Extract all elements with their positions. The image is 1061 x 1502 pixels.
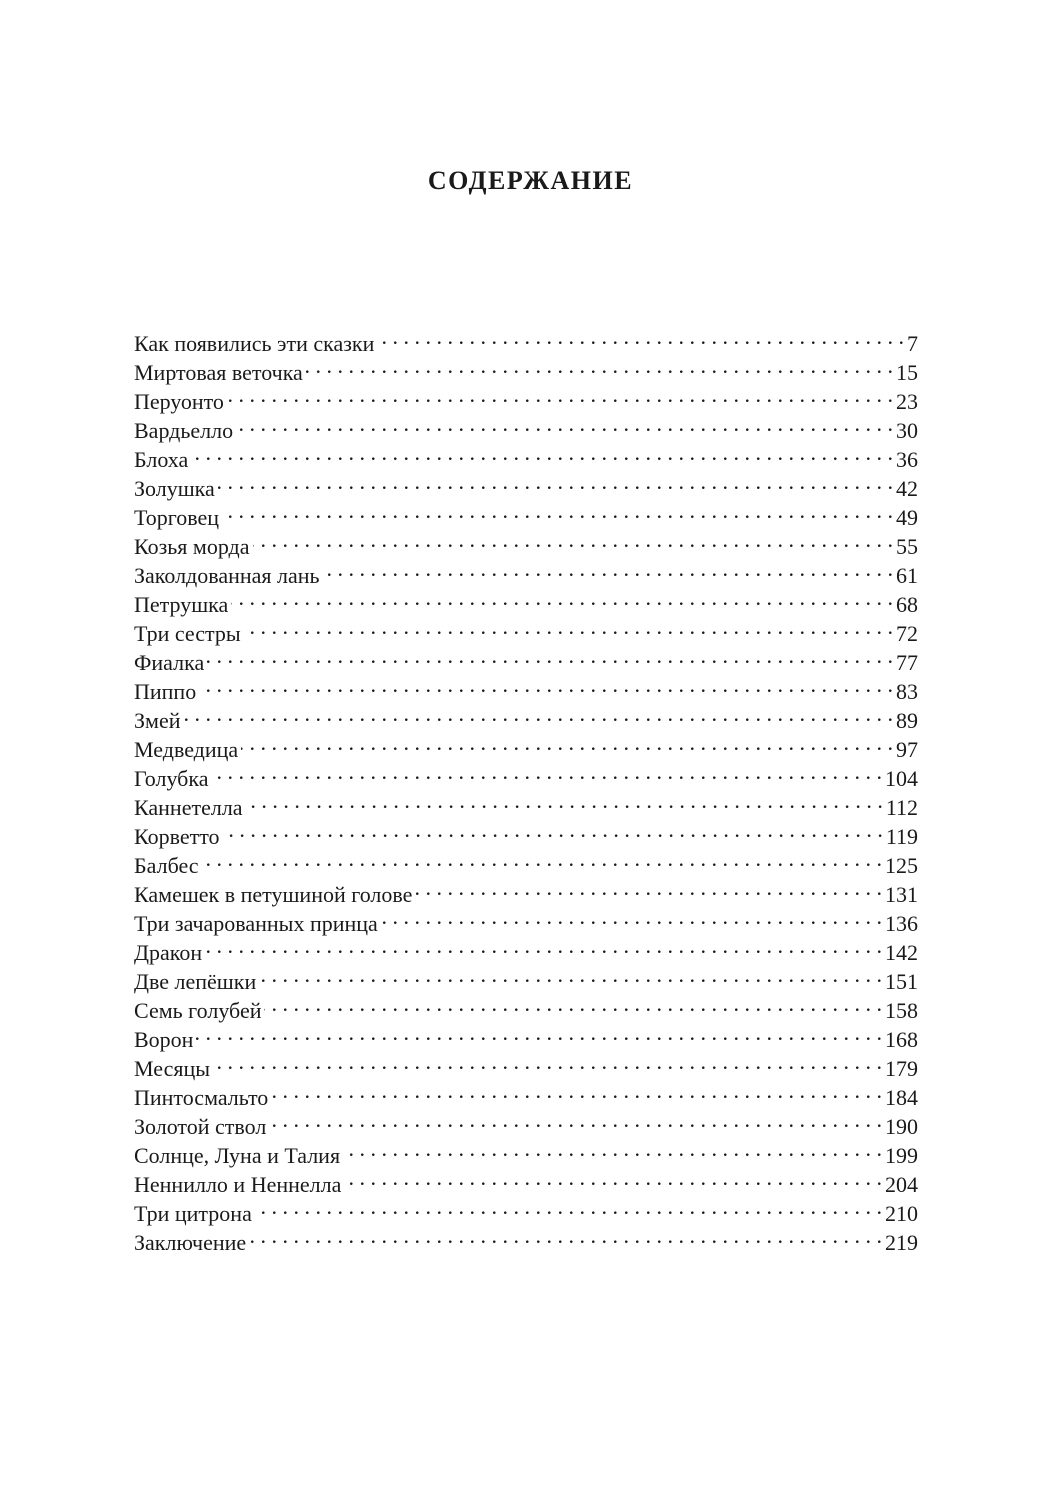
- dot-leader: [244, 612, 893, 641]
- dot-leader: [223, 815, 883, 844]
- toc-entry: [134, 786, 918, 820]
- dot-leader: [202, 844, 882, 873]
- dot-leader: [377, 322, 904, 351]
- dot-leader: [269, 1105, 882, 1134]
- toc-entry-page-number: 97: [896, 737, 918, 762]
- dot-leader: [306, 351, 893, 380]
- toc-entry: [134, 525, 918, 559]
- toc-entry-page-number: 83: [896, 679, 918, 704]
- toc-entry-title: Медведица: [134, 737, 239, 762]
- dot-leader: [183, 699, 893, 728]
- toc-entry: [134, 641, 918, 675]
- toc-entry-title: Дракон: [134, 940, 203, 965]
- dot-leader: [212, 757, 883, 786]
- dot-leader: [259, 960, 882, 989]
- dot-leader: [205, 931, 882, 960]
- toc-entry-title: Блоха: [134, 447, 189, 472]
- dot-leader: [271, 1076, 882, 1105]
- toc-entry-page-number: 168: [885, 1027, 918, 1052]
- toc-entry-page-number: 184: [885, 1085, 918, 1110]
- toc-entry: [134, 728, 918, 762]
- toc-entry: [134, 873, 918, 907]
- toc-entry-page-number: 30: [896, 418, 918, 443]
- dot-leader: [196, 1018, 882, 1047]
- toc-entry-page-number: 23: [896, 389, 918, 414]
- toc-entry-title: Заключение: [134, 1230, 247, 1255]
- toc-entry-page-number: 77: [896, 650, 918, 675]
- toc-entry-page-number: 61: [896, 563, 918, 588]
- toc-entry-title: Камешек в петушиной голове: [134, 882, 413, 907]
- dot-leader: [249, 1221, 882, 1250]
- toc-entry-page-number: 119: [885, 824, 918, 849]
- toc-entry: [134, 844, 918, 878]
- dot-leader: [381, 902, 882, 931]
- toc-entry-page-number: 49: [896, 505, 918, 530]
- toc-entry-page-number: 219: [885, 1230, 918, 1255]
- toc-entry-title: Корветто: [134, 824, 220, 849]
- toc-entry: [134, 583, 918, 617]
- toc-entry: [134, 699, 918, 733]
- table-of-contents: [134, 322, 918, 1255]
- dot-leader: [207, 641, 893, 670]
- toc-entry-page-number: 136: [885, 911, 918, 936]
- toc-entry-title: Балбес: [134, 853, 199, 878]
- toc-entry-page-number: 89: [896, 708, 918, 733]
- dot-leader: [343, 1134, 882, 1163]
- dot-leader: [264, 989, 882, 1018]
- toc-entry-page-number: 190: [885, 1114, 918, 1139]
- toc-entry-title: Золотой ствол: [134, 1114, 267, 1139]
- toc-entry-page-number: 15: [896, 360, 918, 385]
- toc-entry-title: Пинтосмальто: [134, 1085, 269, 1110]
- toc-entry-page-number: 210: [885, 1201, 918, 1226]
- toc-entry: [134, 612, 918, 646]
- toc-entry-title: Фиалка: [134, 650, 205, 675]
- toc-entry-page-number: 131: [885, 882, 918, 907]
- toc-entry-page-number: 204: [885, 1172, 918, 1197]
- dot-leader: [227, 380, 893, 409]
- toc-entry-title: Торговец: [134, 505, 220, 530]
- toc-entry-title: Змей: [134, 708, 181, 733]
- dot-leader: [255, 1192, 882, 1221]
- toc-entry-title: Каннетелла: [134, 795, 243, 820]
- toc-entry-page-number: 179: [885, 1056, 918, 1081]
- toc-entry: [134, 1018, 918, 1052]
- toc-entry: [134, 1076, 918, 1110]
- toc-entry: [134, 322, 918, 356]
- toc-entry-page-number: 7: [907, 331, 918, 356]
- toc-entry-title: Месяцы: [134, 1056, 211, 1081]
- toc-entry-title: Солнце, Луна и Талия: [134, 1143, 341, 1168]
- toc-entry: [134, 931, 918, 965]
- toc-entry: [134, 380, 918, 414]
- toc-entry: [134, 496, 918, 530]
- toc-entry-page-number: 158: [885, 998, 918, 1023]
- dot-leader: [236, 409, 893, 438]
- toc-entry: [134, 960, 918, 994]
- toc-entry-title: Заколдованная лань: [134, 563, 320, 588]
- toc-entry-page-number: 42: [896, 476, 918, 501]
- toc-entry-title: Козья морда: [134, 534, 250, 559]
- dot-leader: [191, 438, 893, 467]
- toc-entry-page-number: 142: [885, 940, 918, 965]
- toc-entry-title: Золушка: [134, 476, 215, 501]
- toc-entry-title: Семь голубей: [134, 998, 262, 1023]
- dot-leader: [231, 583, 893, 612]
- toc-entry-title: Ворон: [134, 1027, 194, 1052]
- toc-entry-page-number: 68: [896, 592, 918, 617]
- toc-entry-page-number: 72: [896, 621, 918, 646]
- toc-entry-page-number: 125: [885, 853, 918, 878]
- toc-entry: [134, 1221, 918, 1255]
- toc-entry-title: Три цитрона: [134, 1201, 252, 1226]
- toc-entry-title: Голубка: [134, 766, 209, 791]
- dot-leader: [213, 1047, 882, 1076]
- toc-entry-title: Две лепёшки: [134, 969, 257, 994]
- toc-entry-title: Как появились эти сказки: [134, 331, 375, 356]
- toc-entry-title: Миртовая веточка: [134, 360, 303, 385]
- page-title: СОДЕРЖАНИЕ: [427, 166, 634, 195]
- toc-entry-title: Три сестры: [134, 621, 241, 646]
- toc-entry-page-number: 199: [885, 1143, 918, 1168]
- toc-entry-title: Вардьелло: [134, 418, 234, 443]
- toc-entry: [134, 757, 918, 791]
- toc-entry-page-number: 55: [896, 534, 918, 559]
- dot-leader: [246, 786, 883, 815]
- toc-entry-title: Петрушка: [134, 592, 229, 617]
- toc-entry: [134, 815, 918, 849]
- toc-entry-title: Пиппо: [134, 679, 197, 704]
- toc-entry-page-number: 36: [896, 447, 918, 472]
- toc-entry: [134, 467, 918, 501]
- toc-entry: [134, 438, 918, 472]
- dot-leader: [222, 496, 893, 525]
- dot-leader: [241, 728, 893, 757]
- toc-entry: [134, 554, 918, 588]
- toc-entry-page-number: 112: [885, 795, 918, 820]
- toc-entry-page-number: 151: [885, 969, 918, 994]
- dot-leader: [415, 873, 882, 902]
- toc-entry: [134, 1047, 918, 1081]
- toc-entry-title: Ненниллo и Неннелла: [134, 1172, 342, 1197]
- dot-leader: [344, 1163, 882, 1192]
- toc-entry: [134, 670, 918, 704]
- dot-leader: [323, 554, 893, 583]
- dot-leader: [218, 467, 893, 496]
- dot-leader: [199, 670, 893, 699]
- dot-leader: [253, 525, 893, 554]
- toc-entry-title: Перуонто: [134, 389, 224, 414]
- toc-entry: [134, 409, 918, 443]
- toc-entry-title: Три зачарованных принца: [134, 911, 378, 936]
- toc-entry-page-number: 104: [885, 766, 918, 791]
